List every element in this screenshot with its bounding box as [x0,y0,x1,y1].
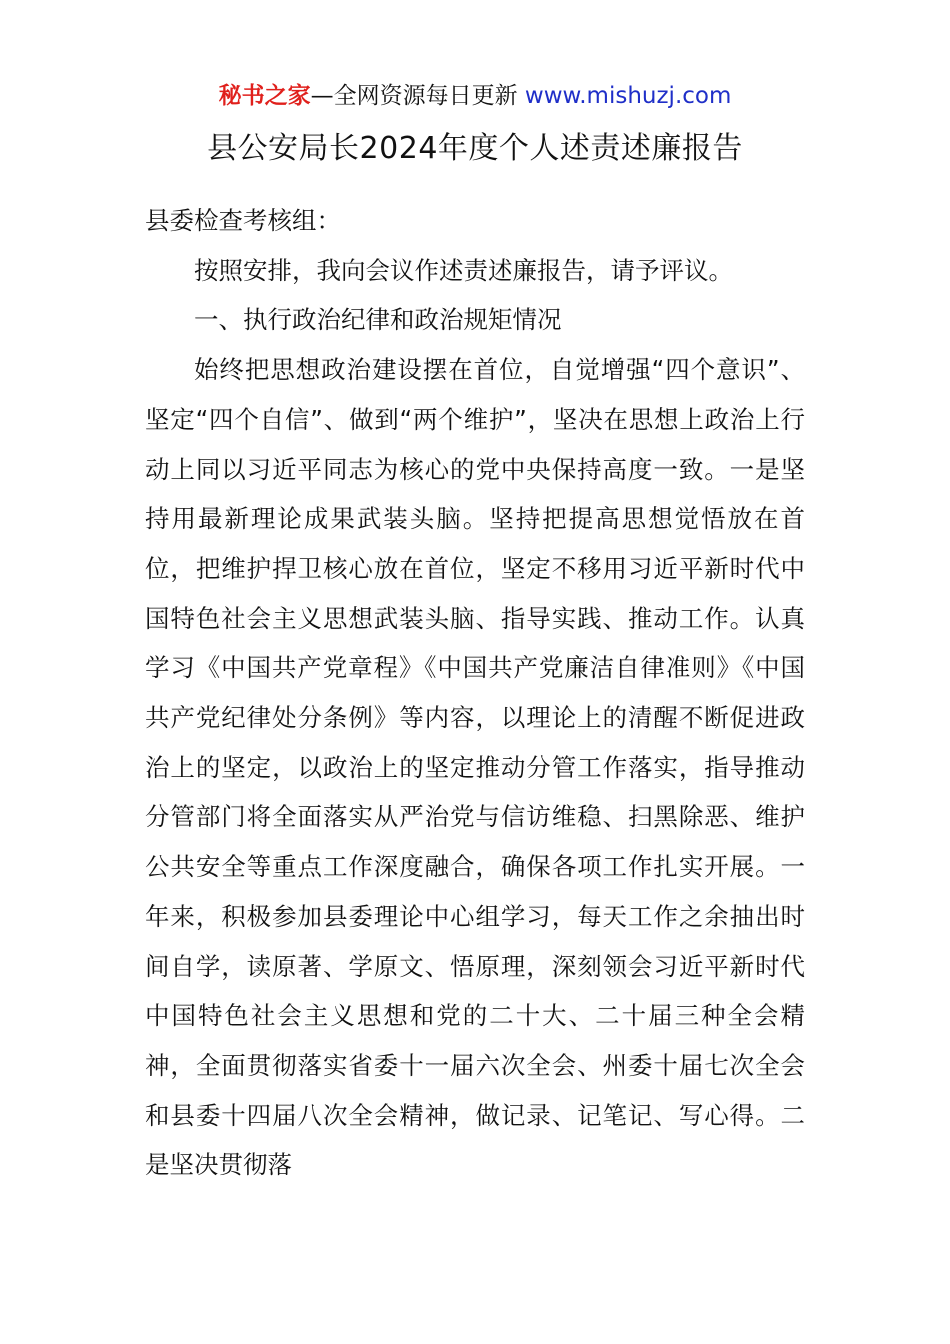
document-title: 县公安局长2024年度个人述责述廉报告 [207,131,743,166]
salutation: 县委检查考核组： [145,206,341,235]
section-heading: 一、执行政治纪律和政治规矩情况 [194,305,562,335]
site-url-link[interactable]: www.mishuzj.com [524,83,732,109]
section-paragraph: 始终把思想政治建设摆在首位，自觉增强“四个意识”、坚定“四个自信”、做到“两个维护”，坚决在思想上政治上行动上同以习近平同志为核心的党中央保持高度一致。一是坚持用最新理论成果武装头脑。坚持把提高思想觉悟放在首位，把维护捍卫核心放在首位，坚定不移用习近平新时代中国特色社会主义思想武装头脑、指导实践、推动工作。认真学习《中国共产党章程》《中国共产党廉洁自律准则》《中国共产党纪律处分条例》等内容，以理论上的清醒不断促进政治上的坚定，以政治上的坚定推动分管工作落实，指导推动分管部门将全面落实从严治党与信访维稳、扫黑除恶、维护公共安全等重点工作深度融合，确保各项工作扎实开展。一年来，积极参加县委理论中心组学习，每天工作之余抽出时间自学，读原著、学原文、悟原理，深刻领会习近平新时代中国特色社会主义思想和党的二十大、二十届三种全会精神，全面贯彻落实省委十一届六次全会、州委十届七次全会和县委十四届八次全会精神，做记录、记笔记、写心得。二是坚决贯彻落 [145,355,805,1180]
site-header [0,80,950,112]
brand-name: 秘书之家 [218,83,311,109]
header-tagline: —全网资源每日更新 [310,83,525,109]
document-body [145,196,805,1190]
intro-paragraph: 按照安排，我向会议作述责述廉报告，请予评议。 [194,255,733,285]
